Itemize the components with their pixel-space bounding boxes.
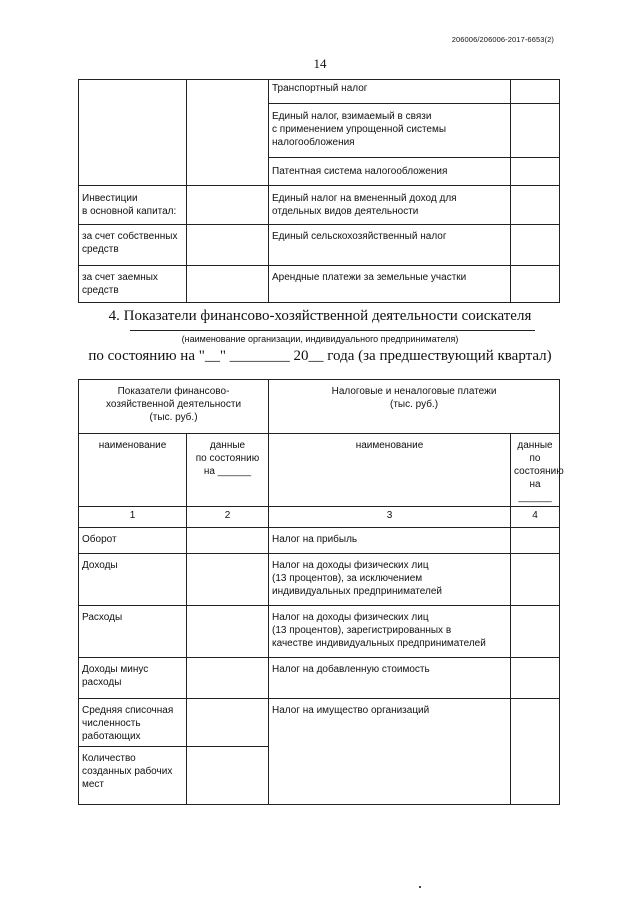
- row-label: Количество созданных рабочих мест: [82, 753, 173, 790]
- cell: [269, 554, 511, 606]
- cell: [187, 528, 269, 554]
- cell: [187, 554, 269, 606]
- cell: [511, 225, 560, 266]
- cell: [269, 158, 511, 186]
- cell: [511, 266, 560, 303]
- row-label: Налог на имущество организаций: [272, 705, 430, 716]
- cell: [269, 606, 511, 658]
- header-cell: [79, 380, 269, 434]
- page-number: 14: [313, 56, 327, 71]
- table-row: [79, 554, 560, 606]
- cell: [79, 606, 187, 658]
- header-cell: [269, 380, 560, 434]
- table-row: [79, 266, 560, 303]
- row-label: Арендные платежи за земельные участки: [272, 272, 467, 283]
- cell: [511, 554, 560, 606]
- cell: [79, 554, 187, 606]
- cell: [187, 186, 269, 225]
- column-header-data: данные по состоянию на ______: [195, 440, 260, 477]
- row-label: Налог на прибыль: [272, 534, 358, 545]
- header-cell: [511, 434, 564, 507]
- row-label: Доходы минус расходы: [82, 664, 149, 688]
- cell: [187, 747, 269, 805]
- column-number-row: [79, 507, 560, 528]
- table-row: [79, 528, 560, 554]
- group-header-financial: Показатели финансово- хозяйственной деятельности (тыс. руб.): [105, 386, 242, 423]
- cell: [79, 699, 187, 747]
- row-label: Налог на добавленную стоимость: [272, 664, 430, 675]
- cell: [269, 225, 511, 266]
- row-label: Инвестиции в основной капитал:: [82, 193, 177, 217]
- row-label: Средняя списочная численность работающих: [82, 705, 174, 742]
- cell: [269, 266, 511, 303]
- cell: [187, 606, 269, 658]
- table-row: [79, 80, 560, 104]
- row-label: за счет заемных средств: [82, 272, 158, 296]
- cell: [187, 699, 269, 747]
- table-row: [79, 658, 560, 699]
- table-row: [79, 699, 560, 747]
- cell: [187, 80, 269, 186]
- cell: [79, 528, 187, 554]
- organization-name-line: [130, 330, 535, 331]
- cell: [511, 80, 560, 104]
- row-label: Доходы: [82, 560, 118, 571]
- group-header-payments: Налоговые и неналоговые платежи (тыс. руб.): [331, 386, 497, 410]
- cell: [511, 104, 560, 158]
- cell: [79, 80, 187, 186]
- table-row: [79, 186, 560, 225]
- row-label: Единый налог на вмененный доход для отдельных видов деятельности: [272, 193, 457, 217]
- column-header-name: наименование: [98, 440, 167, 451]
- financial-indicators-table: [78, 379, 564, 805]
- cell: [187, 266, 269, 303]
- cell: [79, 225, 187, 266]
- cell: [511, 606, 560, 658]
- cell: [269, 699, 511, 805]
- document-id: 206006/206006-2017-6653(2): [451, 35, 554, 44]
- column-number: 1: [79, 507, 187, 528]
- row-label: Налог на доходы физических лиц (13 процентов), за исключением индивидуальных предпринимателей: [272, 560, 442, 597]
- cell: [79, 747, 187, 805]
- organization-caption: (наименование организации, индивидуального предпринимателя): [181, 334, 459, 344]
- cell: [511, 528, 560, 554]
- row-label: Оборот: [82, 534, 117, 545]
- cell: [511, 186, 560, 225]
- table-row: [79, 606, 560, 658]
- cell: [269, 528, 511, 554]
- cell: [269, 104, 511, 158]
- column-number: 2: [187, 507, 269, 528]
- table-header-row: [79, 434, 560, 507]
- row-label: Транспортный налог: [272, 83, 368, 94]
- column-header-data: данные по состоянию на ______: [514, 440, 564, 503]
- row-label: Патентная система налогообложения: [272, 166, 448, 177]
- as-of-date-line: по состоянию на "__" ________ 20__ года (за предшествующий квартал): [88, 348, 552, 364]
- scan-speck: [419, 886, 421, 888]
- cell: [79, 658, 187, 699]
- cell: [269, 80, 511, 104]
- header-cell: [269, 434, 511, 507]
- row-label: за счет собственных средств: [82, 231, 178, 255]
- column-header-name: наименование: [355, 440, 424, 451]
- cell: [269, 658, 511, 699]
- section-title: 4. Показатели финансово-хозяйственной деятельности соискателя: [108, 308, 532, 324]
- cell: [79, 186, 187, 225]
- cell: [79, 266, 187, 303]
- table-row: [79, 225, 560, 266]
- cell: [187, 658, 269, 699]
- cell: [187, 225, 269, 266]
- header-cell: [79, 434, 187, 507]
- row-label: Единый сельскохозяйственный налог: [272, 231, 447, 242]
- tax-payments-table-continued: [78, 79, 560, 303]
- cell: [511, 158, 560, 186]
- row-label: Единый налог, взимаемый в связи с применением упрощенной системы налогообложения: [272, 111, 447, 148]
- cell: [511, 658, 560, 699]
- cell: [269, 186, 511, 225]
- column-number: 3: [269, 507, 511, 528]
- table-header-row: [79, 380, 560, 434]
- cell: [511, 699, 560, 805]
- header-cell: [187, 434, 269, 507]
- row-label: Налог на доходы физических лиц (13 процентов), зарегистрированных в качестве индивидуальных предпринимателей: [272, 612, 486, 649]
- row-label: Расходы: [82, 612, 123, 623]
- column-number: 4: [511, 507, 560, 528]
